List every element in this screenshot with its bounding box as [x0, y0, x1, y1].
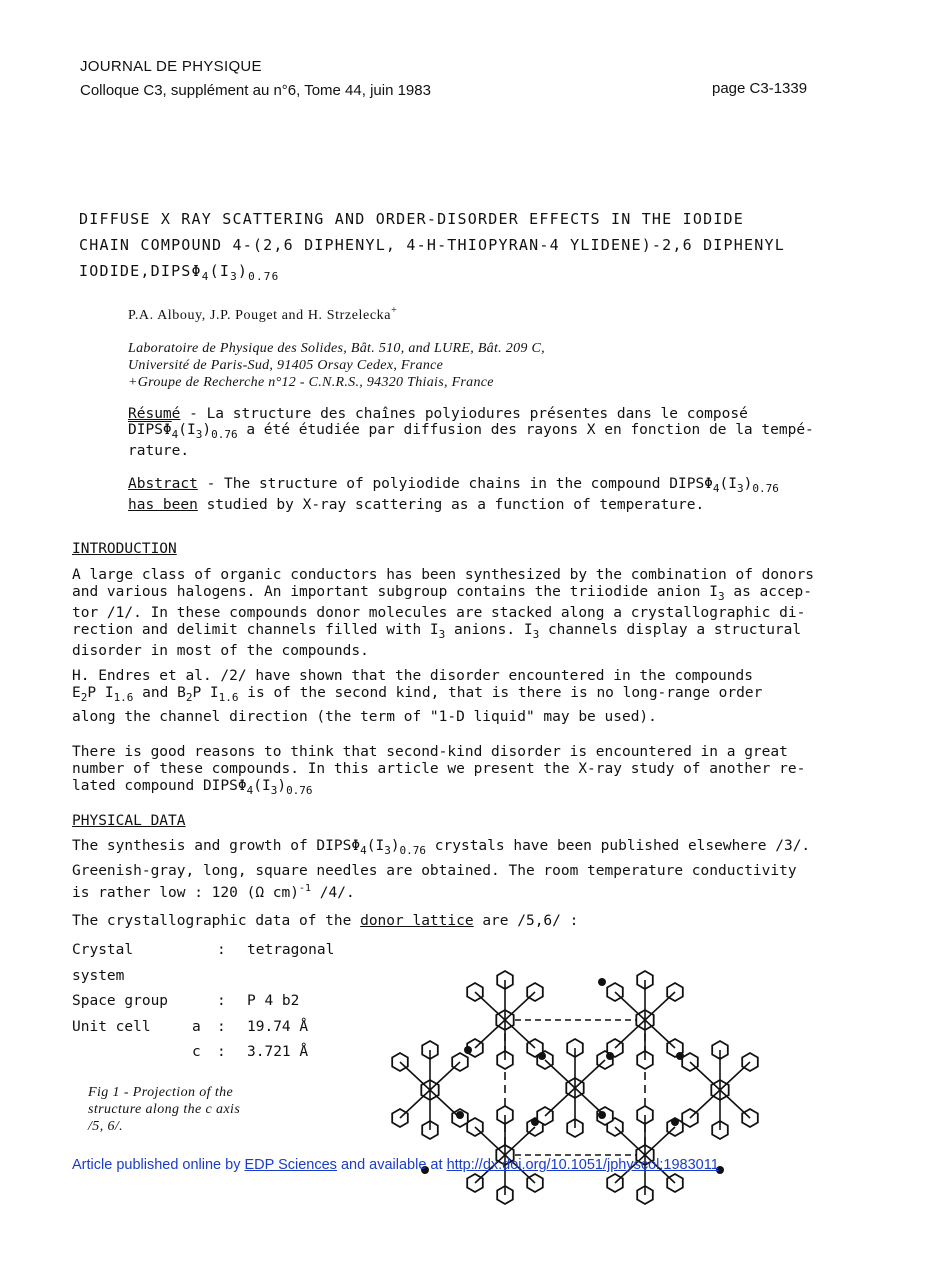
- iodine-atom: [598, 1111, 606, 1119]
- intro-paragraph-3: There is good reasons to think that second-kind disorder is encountered in a great number of these compounds. In this article we present the X-ray study of another re- lated compound $DIPS\Phi_4(I_3)_{0.76}$: [72, 744, 806, 797]
- bond: [475, 992, 505, 1020]
- affiliation-line-3: +Groupe de Recherche n°12 - C.N.R.S., 94320 Thiais, France: [128, 375, 494, 390]
- crystal-data-table: [72, 938, 334, 1066]
- bond: [720, 1062, 750, 1090]
- bond: [645, 992, 675, 1020]
- bond: [645, 1127, 675, 1155]
- iodine-atom: [456, 1111, 464, 1119]
- affiliations: [128, 340, 545, 391]
- bond: [400, 1090, 430, 1118]
- abstract-label: Abstract: [128, 476, 198, 492]
- bond: [430, 1062, 460, 1090]
- physical-paragraph-2: The crystallographic data of the donor lattice are /5,6/ :: [72, 913, 579, 929]
- bond: [615, 1127, 645, 1155]
- physical-paragraph-1: The synthesis and growth of $DIPS\Phi_4(I_3)_{0.76}$ crystals have been published elsewhere /3/. Greenish-gray, long, square needles are obtained. The room temperature conductivity is rather low : 120 (Ω cm)$^{-1}$ /4/.: [72, 838, 811, 901]
- bond: [545, 1088, 575, 1116]
- iodine-atom: [538, 1052, 546, 1060]
- title-line-3: $IODIDE,DIPS\Phi_4(I_3)_{0.76}$: [79, 262, 280, 283]
- bond: [430, 1090, 460, 1118]
- crystal-row: Space group : P 4 b2: [72, 993, 300, 1009]
- edp-sciences-link[interactable]: EDP Sciences: [244, 1157, 337, 1173]
- resume-block: Résumé - La structure des chaînes polyiodures présentes dans le composé $DIPS\Phi_4(I_3)_{0.76}$ a été étudiée par diffusion des rayons X en fonction de la tempé- rature.: [128, 406, 814, 459]
- bond: [690, 1062, 720, 1090]
- iodine-atom: [606, 1052, 614, 1060]
- bond: [505, 1020, 535, 1048]
- authors: P.A. Albouy, J.P. Pouget and H. Strzelecka+: [128, 305, 398, 323]
- bond: [400, 1062, 430, 1090]
- bond: [645, 1020, 675, 1048]
- resume-label: Résumé: [128, 406, 181, 422]
- journal-name: JOURNAL DE PHYSIQUE: [80, 58, 262, 75]
- title-line-2: CHAIN COMPOUND 4-(2,6 DIPHENYL, 4-H-THIOPYRAN-4 YLIDENE)-2,6 DIPHENYL: [79, 236, 785, 254]
- intro-paragraph-1: A large class of organic conductors has been synthesized by the combination of donors and various halogens. An important subgroup contains the triiodide anion $I_3$ as accep- tor /1/. In these compounds donor molecules are stacked along a crystallographic di- rection and delimit channels filled with $I_3$ anions. $I_3$ channels display a structural disorder in most of the compounds.: [72, 567, 815, 659]
- page-number: page C3-1339: [712, 80, 808, 97]
- iodine-atom: [598, 978, 606, 986]
- iodine-atom: [676, 1052, 684, 1060]
- section-heading-introduction: INTRODUCTION: [72, 541, 177, 557]
- intro-paragraph-2: H. Endres et al. /2/ have shown that the disorder encountered in the compounds $E_2P$ $I_{1.6}$ and $B_2P$ $I_{1.6}$ is of the second kind, that is there is no long-range order along the channel direction (the term of "1-D liquid" may be used).: [72, 668, 763, 725]
- section-heading-physical-data: PHYSICAL DATA: [72, 813, 186, 829]
- crystal-row: c : 3.721 Å: [192, 1044, 309, 1060]
- bond: [615, 992, 645, 1020]
- bond: [690, 1090, 720, 1118]
- iodine-atom: [531, 1118, 539, 1126]
- affiliation-line-1: Laboratoire de Physique des Solides, Bât. 510, and LURE, Bât. 209 C,: [128, 341, 545, 356]
- bond: [505, 992, 535, 1020]
- paper-title: [79, 206, 839, 290]
- iodine-atom: [464, 1046, 472, 1054]
- bond: [475, 1020, 505, 1048]
- bond: [720, 1090, 750, 1118]
- bond: [575, 1060, 605, 1088]
- doi-link[interactable]: http://dx.doi.org/10.1051/jphyscol:1983011: [446, 1157, 719, 1173]
- journal-issue: Colloque C3, supplément au n°6, Tome 44, juin 1983: [80, 82, 431, 99]
- publisher-footer: Article published online by EDP Sciences and available at http://dx.doi.org/10.1051/jphyscol:1983011: [72, 1157, 719, 1173]
- iodine-atom: [671, 1118, 679, 1126]
- crystal-row: Crystal system : tetragonal: [72, 942, 335, 984]
- bond: [545, 1060, 575, 1088]
- figure-caption: Fig 1 - Projection of the structure along the c axis /5, 6/.: [88, 1085, 241, 1134]
- title-line-1: DIFFUSE X RAY SCATTERING AND ORDER-DISORDER EFFECTS IN THE IODIDE: [79, 210, 744, 228]
- abstract-block: Abstract - The structure of polyiodide chains in the compound $DIPS\Phi_4(I_3)_{0.76}$ has been studied by X-ray scattering as a function of temperature.: [128, 476, 779, 513]
- bond: [475, 1127, 505, 1155]
- crystal-row: Unit cell a : 19.74 Å: [72, 1018, 309, 1035]
- affiliation-line-2: Université de Paris-Sud, 91405 Orsay Cedex, France: [128, 358, 444, 373]
- bond: [505, 1127, 535, 1155]
- bond: [615, 1020, 645, 1048]
